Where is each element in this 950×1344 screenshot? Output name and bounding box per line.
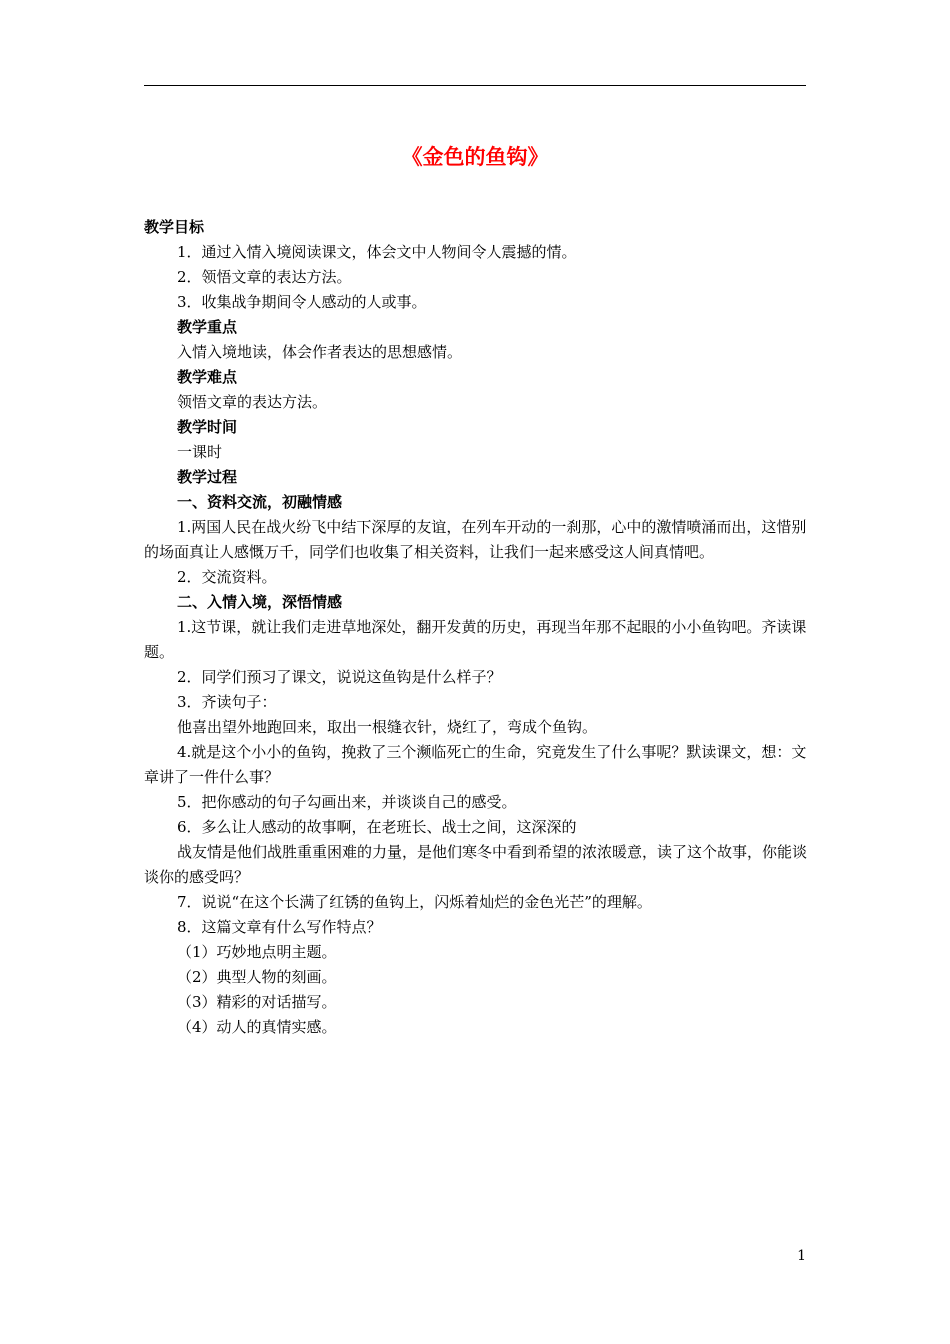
- heading-teaching-process: 教学过程: [177, 468, 238, 486]
- feature-item: （2）典型人物的刻画。: [177, 968, 337, 986]
- quoted-sentence: 他喜出望外地跑回来，取出一根缝衣针，烧红了，弯成个鱼钩。: [177, 718, 598, 736]
- process-item: 2．交流资料。: [177, 568, 277, 586]
- process-paragraph: 战友情是他们战胜重重困难的力量，是他们寒冬中看到希望的浓浓暖意，读了这个故事，你能谈谈你的感受吗？: [144, 843, 808, 886]
- section-heading-1: 一、资料交流，初融情感: [177, 493, 343, 511]
- document-body: [144, 215, 816, 1040]
- heading-key-points: 教学重点: [177, 318, 238, 336]
- difficulties-text: 领悟文章的表达方法。: [177, 393, 328, 411]
- process-item: 3．齐读句子：: [177, 693, 277, 711]
- feature-item: （3）精彩的对话描写。: [177, 993, 337, 1011]
- page-number: 1: [797, 1248, 806, 1264]
- key-points-text: 入情入境地读，体会作者表达的思想感情。: [177, 343, 463, 361]
- goal-item: 1．通过入情入境阅读课文，体会文中人物间令人震撼的情。: [177, 243, 577, 261]
- process-item: 8．这篇文章有什么写作特点？: [177, 918, 382, 936]
- process-paragraph: 1.两国人民在战火纷飞中结下深厚的友谊，在列车开动的一刹那，心中的激情喷涌而出，这惜别的场面真让人感慨万千，同学们也收集了相关资料，让我们一起来感受这人间真情吧。: [144, 518, 807, 561]
- section-heading-2: 二、入情入境，深悟情感: [177, 593, 343, 611]
- feature-item: （4）动人的真情实感。: [177, 1018, 337, 1036]
- feature-item: （1）巧妙地点明主题。: [177, 943, 337, 961]
- header-rule: [144, 85, 806, 86]
- process-paragraph: 1.这节课，就让我们走进草地深处，翻开发黄的历史，再现当年那不起眼的小小鱼钩吧。齐读课题。: [144, 618, 807, 661]
- process-item: 6．多么让人感动的故事啊，在老班长、战士之间，这深深的: [177, 818, 577, 836]
- goal-item: 2．领悟文章的表达方法。: [177, 268, 352, 286]
- goal-item: 3．收集战争期间令人感动的人或事。: [177, 293, 427, 311]
- process-item: 2．同学们预习了课文，说说这鱼钩是什么样子？: [177, 668, 502, 686]
- process-item: 7．说说“在这个长满了红锈的鱼钩上，闪烁着灿烂的金色光芒”的理解。: [177, 893, 652, 911]
- heading-teaching-goals: 教学目标: [144, 218, 205, 236]
- process-paragraph: 4.就是这个小小的鱼钩，挽救了三个濒临死亡的生命，究竟发生了什么事呢？默读课文，想：文章讲了一件什么事？: [144, 743, 807, 786]
- page-title: 《金色的鱼钩》: [401, 145, 549, 169]
- teaching-time-text: 一课时: [177, 443, 223, 461]
- heading-difficulties: 教学难点: [177, 368, 238, 386]
- heading-teaching-time: 教学时间: [177, 418, 238, 436]
- process-item: 5．把你感动的句子勾画出来，并谈谈自己的感受。: [177, 793, 517, 811]
